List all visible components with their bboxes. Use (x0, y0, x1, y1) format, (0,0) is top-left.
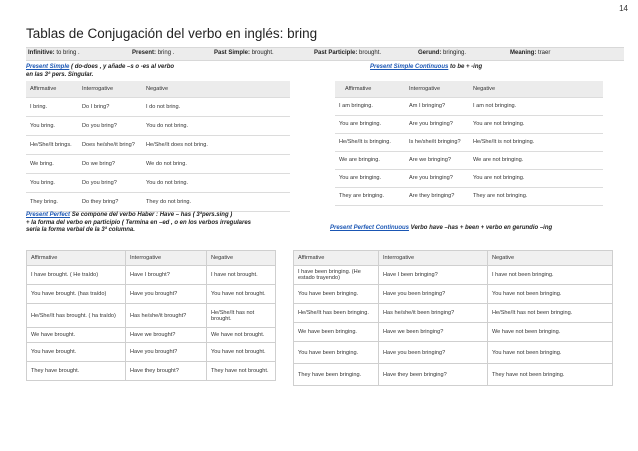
present-perfect-note: Present Perfect Se compone del verbo Haber : Have – has ( 3ªpers.sing ) + la forma del verbo en participio ( Termina en –ed , o en los verbos irregulares sería la forma verbal de la 3ª columna. (26, 212, 252, 233)
table-cell: You bring. (26, 116, 78, 135)
table-cell: He/She/It has not been bringing. (488, 304, 613, 323)
table-cell: I bring. (26, 97, 78, 116)
table-cell: He/She/It does not bring. (142, 135, 290, 154)
table-header: Negative (488, 251, 613, 266)
table-row (27, 285, 276, 304)
table-cell: You are not bringing. (469, 169, 603, 187)
table-row (27, 362, 276, 381)
table-header: Affirmative (294, 251, 379, 266)
table-cell: They are not bringing. (469, 187, 603, 205)
present-field: Present: bring . (132, 50, 175, 56)
table-cell: We have not brought. (207, 328, 276, 343)
table-row (26, 173, 290, 192)
table-cell: They do not bring. (142, 192, 290, 211)
table-cell: Does he/she/it bring? (78, 135, 142, 154)
table-cell: Are you bringing? (405, 169, 469, 187)
table-cell: He/She/It has brought. ( ha traído) (27, 304, 126, 328)
table-cell: Have we brought? (126, 328, 207, 343)
present-continuous-link[interactable]: Present Simple Continuous (370, 64, 449, 70)
table-cell: Do you bring? (78, 116, 142, 135)
table-cell: They have not been bringing. (488, 364, 613, 386)
table-cell: Have they been bringing? (379, 364, 488, 386)
table-cell: You have been bringing. (294, 285, 379, 304)
past-participle-field: Past Participle: brought. (314, 50, 382, 56)
present-perfect-continuous-note: Present Perfect Continuous Verbo have –has + been + verbo en gerundio –ing (330, 225, 553, 231)
table-cell: He/She/It has not brought. (207, 304, 276, 328)
table-cell: I am bringing. (335, 97, 405, 115)
infinitive-field: Infinitive: to bring . (28, 50, 80, 56)
table-row (26, 116, 290, 135)
present-continuous-note: Present Simple Continuous to be + -ing (370, 64, 483, 70)
meaning-field: Meaning: traer (510, 50, 551, 56)
table-cell: Has he/she/it brought? (126, 304, 207, 328)
table-cell: Do they bring? (78, 192, 142, 211)
table-cell: You are bringing. (335, 115, 405, 133)
table-cell: We are not bringing. (469, 151, 603, 169)
table-cell: You have not brought. (207, 285, 276, 304)
table-cell: Has he/she/it been bringing? (379, 304, 488, 323)
table-row (294, 342, 613, 364)
table-cell: I have brought. ( He traído) (27, 266, 126, 285)
table-cell: You have been bringing. (294, 342, 379, 364)
table-row (27, 304, 276, 328)
table-cell: We do not bring. (142, 154, 290, 173)
table-cell: He/She/It is bringing. (335, 133, 405, 151)
table-cell: I have been bringing. (He estado trayendo) (294, 266, 379, 285)
table-cell: You bring. (26, 173, 78, 192)
present-simple-link[interactable]: Present Simple (26, 64, 70, 70)
table-cell: You have not been bringing. (488, 285, 613, 304)
table-header: Affirmative (27, 251, 126, 266)
table-cell: You do not bring. (142, 173, 290, 192)
present-perfect-link[interactable]: Present Perfect (26, 212, 71, 218)
table-header: Interrogative (126, 251, 207, 266)
table-cell: We have not been bringing. (488, 323, 613, 342)
table-cell: You have not brought. (207, 343, 276, 362)
table-cell: Am I bringing? (405, 97, 469, 115)
table-cell: He/She/It has been bringing. (294, 304, 379, 323)
present-simple-table (26, 81, 290, 212)
table-row (26, 97, 290, 116)
table-cell: They bring. (26, 192, 78, 211)
table-cell: Have you been bringing? (379, 342, 488, 364)
table-header: Affirmative (26, 81, 78, 97)
table-header: Negative (142, 81, 290, 97)
table-row (294, 304, 613, 323)
table-cell: Have you brought? (126, 343, 207, 362)
table-header: Interrogative (405, 81, 469, 97)
present-perfect-continuous-link[interactable]: Present Perfect Continuous (330, 225, 410, 231)
table-cell: I do not bring. (142, 97, 290, 116)
table-cell: He/She/It is not bringing. (469, 133, 603, 151)
table-cell: Have they brought? (126, 362, 207, 381)
table-row (26, 154, 290, 173)
page-title: Tablas de Conjugación del verbo en inglés: bring (26, 26, 318, 41)
table-row (27, 266, 276, 285)
present-continuous-table (335, 81, 603, 206)
table-header: Negative (207, 251, 276, 266)
table-row (27, 343, 276, 362)
table-cell: Are we bringing? (405, 151, 469, 169)
table-cell: Have I been bringing? (379, 266, 488, 285)
table-row (335, 151, 603, 169)
page-number: 14 (619, 4, 628, 13)
verb-info-row (26, 47, 624, 61)
table-cell: You are not bringing. (469, 115, 603, 133)
table-cell: Have you been bringing? (379, 285, 488, 304)
table-row (26, 192, 290, 211)
table-cell: I am not bringing. (469, 97, 603, 115)
table-row (294, 285, 613, 304)
table-row (335, 187, 603, 205)
table-cell: You have brought. (27, 343, 126, 362)
table-row (27, 328, 276, 343)
gerund-field: Gerund: bringing. (418, 50, 467, 56)
table-cell: They are bringing. (335, 187, 405, 205)
table-cell: Have I brought? (126, 266, 207, 285)
table-row (335, 97, 603, 115)
present-perfect-continuous-table (293, 250, 613, 386)
table-row (335, 115, 603, 133)
table-cell: They have not brought. (207, 362, 276, 381)
present-simple-note: Present Simple ( do-does , y añade –s o -es al verbo en las 3ª pers. Singular. (26, 64, 175, 78)
present-perfect-table (26, 250, 276, 381)
table-row (335, 169, 603, 187)
table-cell: We have been bringing. (294, 323, 379, 342)
table-row (26, 135, 290, 154)
table-cell: We are bringing. (335, 151, 405, 169)
table-cell: They have been bringing. (294, 364, 379, 386)
table-header: Interrogative (379, 251, 488, 266)
table-row (294, 364, 613, 386)
table-row (294, 266, 613, 285)
past-simple-field: Past Simple: brought. (214, 50, 274, 56)
table-cell: We bring. (26, 154, 78, 173)
table-cell: I have not brought. (207, 266, 276, 285)
table-header: Interrogative (78, 81, 142, 97)
table-cell: Are you bringing? (405, 115, 469, 133)
table-cell: We have brought. (27, 328, 126, 343)
table-row (335, 133, 603, 151)
table-cell: Is he/she/it bringing? (405, 133, 469, 151)
table-cell: You are bringing. (335, 169, 405, 187)
table-cell: He/She/It brings. (26, 135, 78, 154)
table-cell: You have not been bringing. (488, 342, 613, 364)
table-header: Negative (469, 81, 603, 97)
table-row (294, 323, 613, 342)
table-cell: Have you brought? (126, 285, 207, 304)
table-cell: They have brought. (27, 362, 126, 381)
table-cell: Are they bringing? (405, 187, 469, 205)
table-cell: I have not been bringing. (488, 266, 613, 285)
table-cell: You have brought. (has traído) (27, 285, 126, 304)
table-cell: Have we been bringing? (379, 323, 488, 342)
table-header: Affirmative (335, 81, 405, 97)
table-cell: You do not bring. (142, 116, 290, 135)
table-cell: Do you bring? (78, 173, 142, 192)
table-cell: Do we bring? (78, 154, 142, 173)
table-cell: Do I bring? (78, 97, 142, 116)
